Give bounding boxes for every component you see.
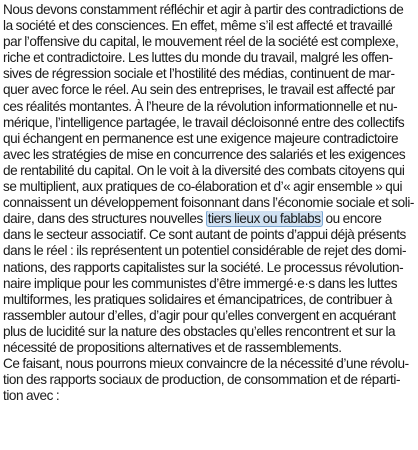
text-line: naire implique pour les communistes d’être immergé·e·s dans les luttes — [3, 275, 398, 291]
text-line: avec les stratégies de mise en concurrence des salariés et les exigences — [3, 146, 406, 162]
text-line: nécessité de propositions alternatives et de rassemblements. — [3, 339, 342, 355]
text-segment: ou encore — [325, 211, 382, 227]
text-line: tion des rapports sociaux de production, de consommation et de réparti- — [3, 372, 401, 388]
text-line: ces réalités montantes. À l’heure de la révolution informationnelle et nu- — [3, 98, 398, 114]
text-line: plus de lucidité sur la nature des obstacles qu’elles rencontrent et sur la — [3, 323, 396, 339]
text-line: mérique, l’intelligence partagée, le travail décloisonné entre des collectifs — [3, 114, 405, 130]
text-line: qui échangent en permanence est une exigence majeure contradictoire — [3, 130, 399, 146]
text-line: nations, des rapports capitalistes sur la société. Le processus révolution- — [3, 259, 404, 275]
document-body — [3, 2, 415, 404]
text-line: dans le secteur associatif. Ce sont autant de points d’appui déjà présents — [3, 227, 406, 243]
text-line: rassembler autour d’elles, d’agir pour qu’elles convergent en acquérant — [3, 307, 396, 323]
text-line: Ce faisant, nous pourrons mieux convaincre de la nécessité d’une révolu- — [3, 356, 409, 372]
text-line: sives de régression sociale et l’hostilité des médias, continuent de mar- — [3, 66, 395, 82]
text-line: quer avec force le réel. Au sein des entreprises, le travail est affecté par — [3, 82, 395, 98]
text-line: de rentabilité du capital. On le voit à la diversité des combats citoyens qui — [3, 162, 405, 178]
text-line-with-highlight — [3, 211, 415, 227]
text-line: multiformes, les pratiques solidaires et émancipatrices, de contribuer à — [3, 291, 393, 307]
text-line: tion avec : — [3, 388, 60, 404]
text-segment: daire, dans des structures nouvelles — [3, 211, 203, 227]
text-line: la société et des consciences. En effet, même s’il est affecté et travaillé — [3, 18, 393, 34]
text-line: par l’offensive du capital, le mouvement réel de la société est complexe, — [3, 34, 399, 50]
text-line: connaissent un développement foisonnant dans l’économie sociale et soli- — [3, 195, 415, 211]
highlighted-text[interactable]: tiers lieux ou fablabs — [207, 211, 321, 227]
text-line: Nous devons constamment réfléchir et agir à partir des contradictions de — [3, 2, 404, 17]
text-line: riche et contradictoire. Les luttes du monde du travail, malgré les offen- — [3, 50, 393, 66]
text-line: se multiplient, aux pratiques de co-élaboration et d’« agir ensemble » qui — [3, 179, 403, 195]
text-line: dans le réel : ils représentent un potentiel considérable de rejet des domi- — [3, 243, 407, 259]
